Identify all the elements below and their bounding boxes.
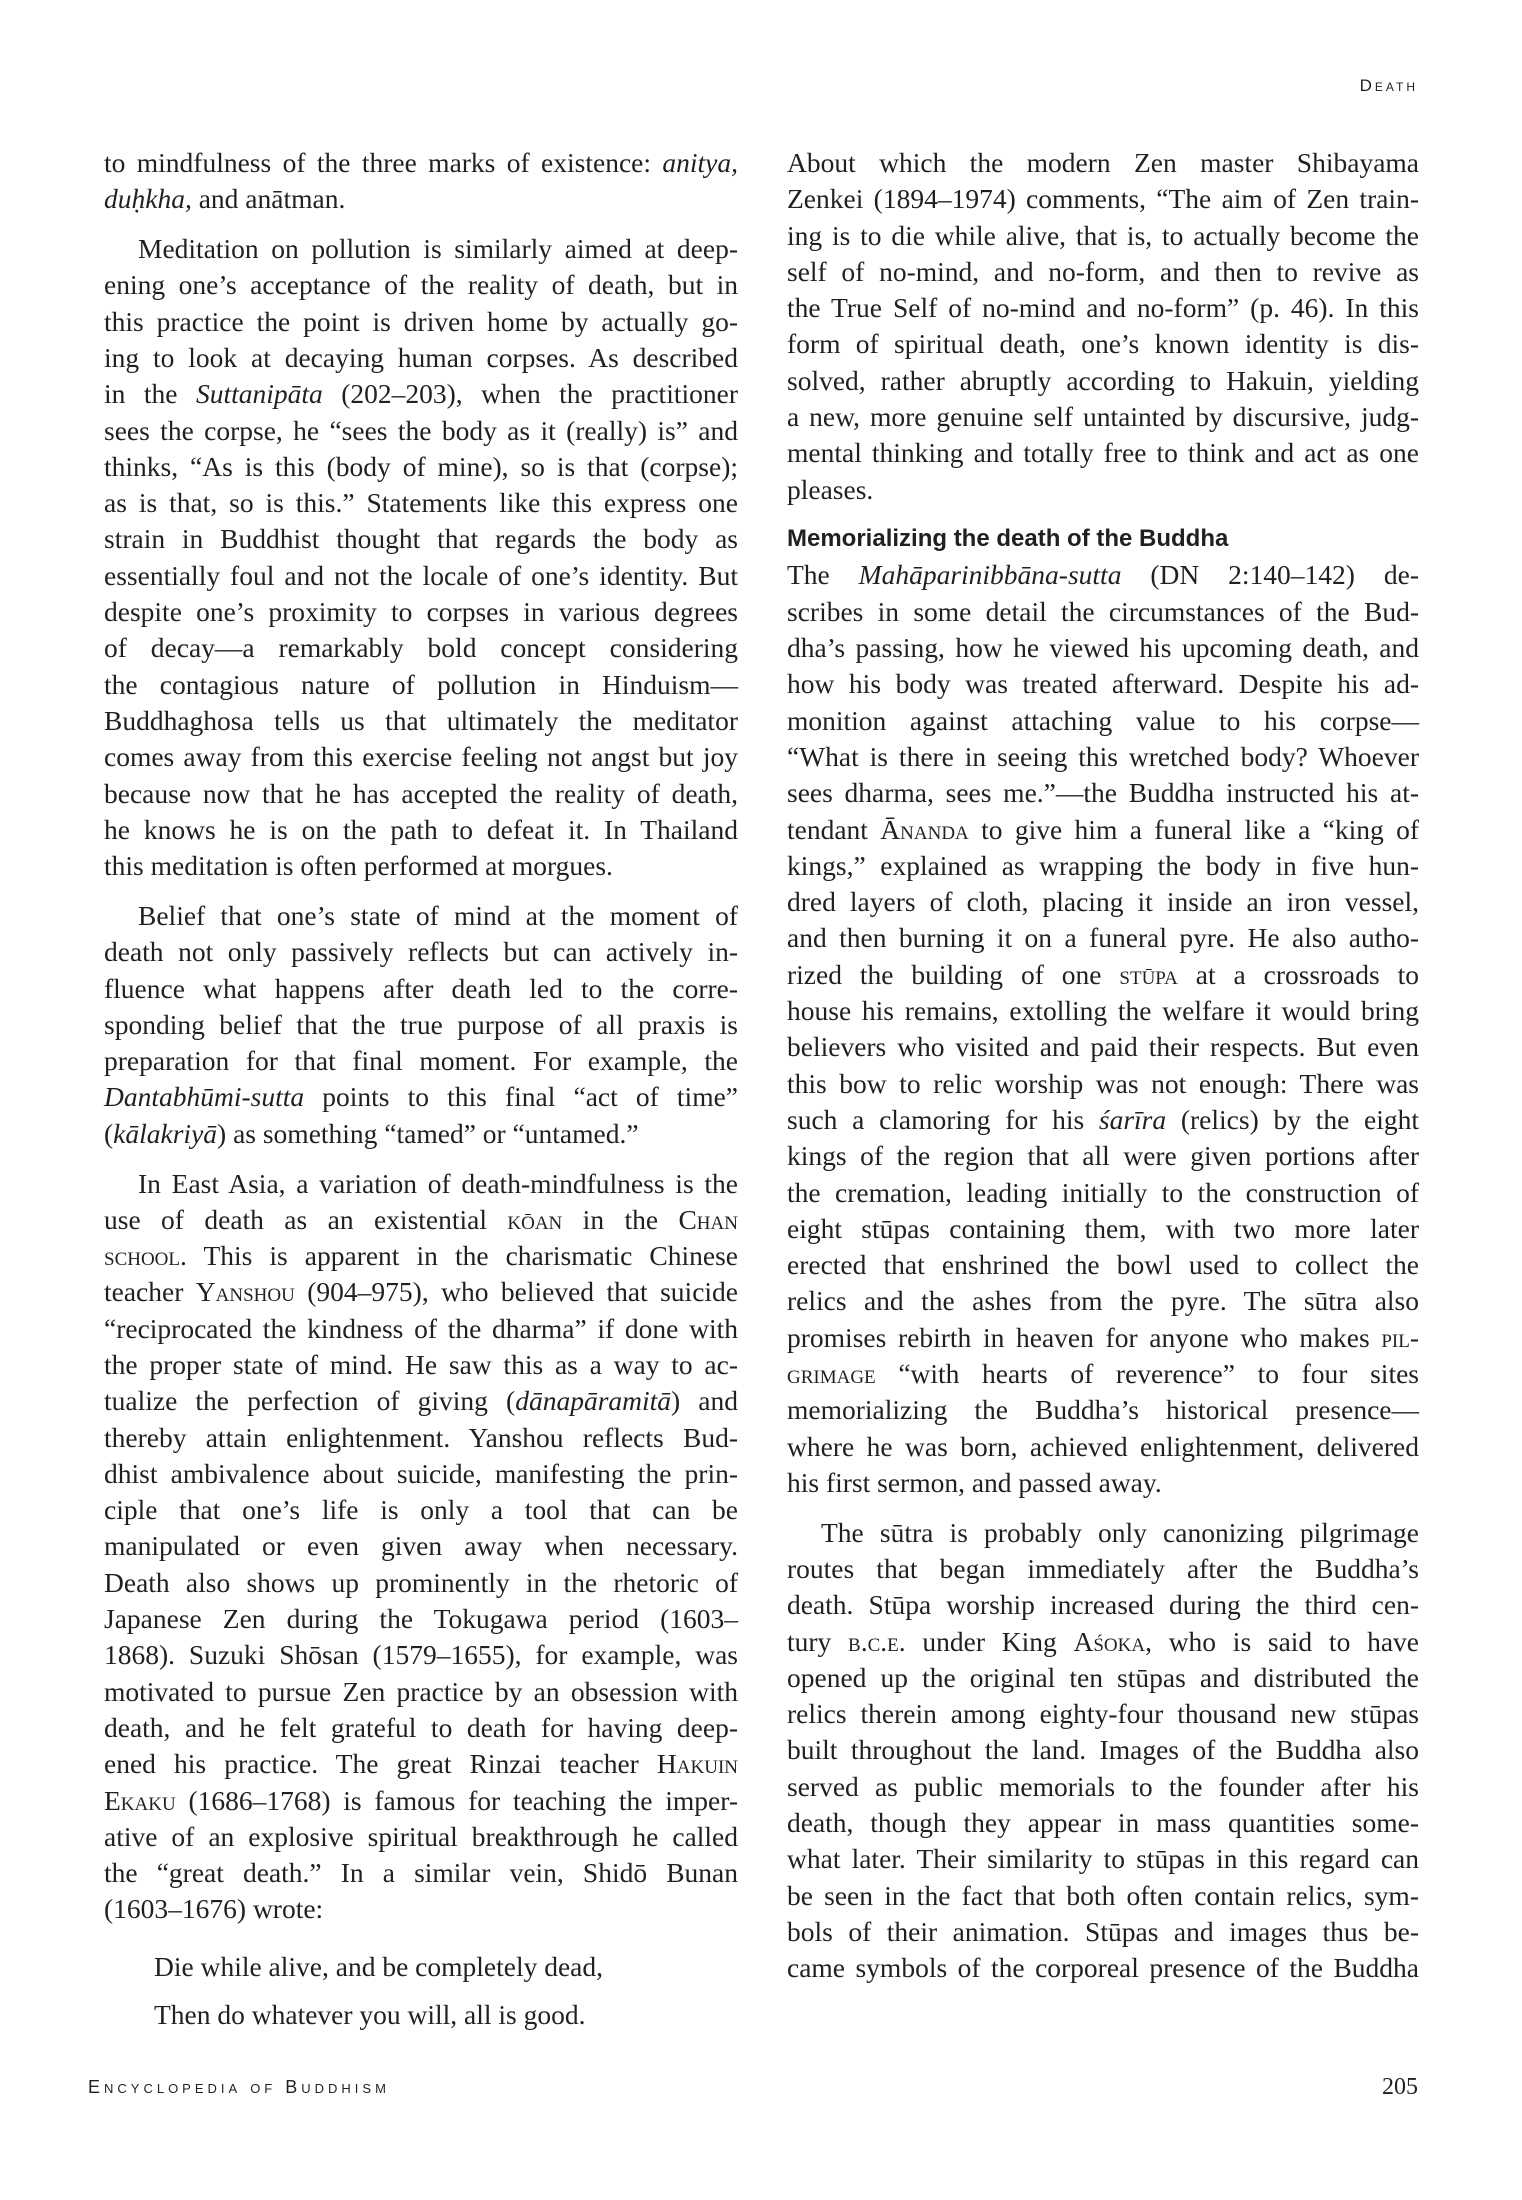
paragraph	[787, 557, 1419, 1501]
text-line: strain in Buddhist thought that regards the body as	[104, 523, 738, 555]
text-line: ing is to die while alive, that is, to actually become the	[787, 219, 1419, 251]
text-line: this practice the point is driven home by actually go-	[104, 305, 738, 337]
text-line: sees the corpse, he “sees the body as it (really) is” and	[104, 414, 738, 446]
text-line: duḥkha, and anātman.	[104, 183, 346, 215]
text-line: the True Self of no-mind and no-form” (p. 46). In this	[787, 292, 1419, 324]
text-line: kings,” explained as wrapping the body in five hun-	[787, 849, 1419, 881]
text-line: death, though they appear in mass quantities some-	[787, 1807, 1419, 1839]
text-line: ened his practice. The great Rinzai teacher Hakuin	[104, 1748, 738, 1780]
footer-book-title: Encyclopedia of Buddhism	[88, 2077, 390, 2097]
text-line: mental thinking and totally free to think and act as one	[787, 437, 1419, 469]
section-heading: Memorializing the death of the Buddha	[787, 525, 1229, 553]
text-line: came symbols of the corporeal presence of the Buddha	[787, 1952, 1419, 1984]
text-line: the contagious nature of pollution in Hinduism—	[104, 668, 738, 700]
page-number: 205	[1382, 2074, 1418, 2100]
text-line: ening one’s acceptance of the reality of death, but in	[104, 269, 738, 301]
text-line: Ekaku (1686–1768) is famous for teaching the imper-	[104, 1784, 738, 1816]
text-line: solved, rather abruptly according to Hakuin, yielding	[787, 364, 1419, 396]
text-line: bols of their animation. Stūpas and images thus be-	[787, 1915, 1419, 1947]
text-line: his first sermon, and passed away.	[787, 1466, 1162, 1498]
text-line: the “great death.” In a similar vein, Shidō Bunan	[104, 1857, 738, 1889]
text-line: of decay—a remarkably bold concept considering	[104, 632, 738, 664]
text-line: where he was born, achieved enlightenment, delivered	[787, 1430, 1419, 1462]
text-line: tualize the perfection of giving (dānapāramitā) and	[104, 1385, 738, 1417]
text-line: memorializing the Buddha’s historical presence—	[787, 1394, 1419, 1426]
text-line: self of no-mind, and no-form, and then to revive as	[787, 255, 1419, 287]
text-line: About which the modern Zen master Shibayama	[787, 147, 1419, 178]
text-line: “reciprocated the kindness of the dharma” if done with	[104, 1312, 738, 1344]
text-line: Belief that one’s state of mind at the moment of	[138, 899, 738, 931]
text-line: motivated to pursue Zen practice by an obsession with	[104, 1675, 738, 1707]
text-line: because now that he has accepted the reality of death,	[104, 777, 738, 809]
text-line: ative of an explosive spiritual breakthrough he called	[104, 1820, 738, 1852]
text-line: kings of the region that all were given portions after	[787, 1140, 1419, 1172]
text-line: such a clamoring for his śarīra (relics) by the eight	[787, 1103, 1419, 1135]
text-line: sees dharma, sees me.”—the Buddha instructed his at-	[787, 777, 1419, 809]
text-line: what later. Their similarity to stūpas in this regard can	[787, 1843, 1419, 1875]
text-line: relics therein among eighty-four thousand new stūpas	[787, 1698, 1419, 1730]
text-line: tury b.c.e. under King Aśoka, who is said to have	[787, 1625, 1419, 1657]
text-line: how his body was treated afterward. Despite his ad-	[787, 668, 1419, 700]
text-line: the proper state of mind. He saw this as a way to ac-	[104, 1349, 738, 1380]
text-line: In East Asia, a variation of death-mindfulness is the	[138, 1167, 738, 1199]
text-line: Japanese Zen during the Tokugawa period (1603–	[104, 1603, 738, 1635]
verse-line: Die while alive, and be completely dead,	[154, 1950, 603, 1982]
text-line: preparation for that final moment. For example, the	[104, 1045, 738, 1077]
text-line: as is that, so is this.” Statements like this express one	[104, 487, 738, 519]
text-line: opened up the original ten stūpas and distributed the	[787, 1661, 1419, 1693]
text-line: erected that enshrined the bowl used to collect the	[787, 1249, 1419, 1281]
text-line: death. Stūpa worship increased during the third cen-	[787, 1589, 1419, 1621]
text-line: despite one’s proximity to corpses in various degrees	[104, 596, 738, 628]
text-line: Meditation on pollution is similarly aimed at deep-	[138, 233, 738, 265]
text-line: Death also shows up prominently in the rhetoric of	[104, 1566, 738, 1598]
paragraph	[104, 231, 738, 884]
text-line: served as public memorials to the founder after his	[787, 1770, 1419, 1802]
text-line: dhist ambivalence about suicide, manifesting the prin-	[104, 1457, 738, 1489]
text-line: fluence what happens after death led to the corre-	[104, 972, 738, 1004]
left-column	[104, 145, 738, 2039]
text-line: to mindfulness of the three marks of existence: anitya,	[104, 147, 738, 178]
text-line: teacher Yanshou (904–975), who believed that suicide	[104, 1276, 738, 1308]
verse-quote	[104, 1943, 738, 2039]
text-line: Dantabhūmi-sutta points to this final “act of time”	[104, 1081, 738, 1113]
text-line: tendant Ānanda to give him a funeral like a “king of	[787, 813, 1419, 845]
text-line: form of spiritual death, one’s known identity is dis-	[787, 328, 1419, 360]
text-line: the cremation, leading initially to the construction of	[787, 1176, 1419, 1208]
text-line: routes that began immediately after the Buddha’s	[787, 1552, 1419, 1584]
text-line: “What is there in seeing this wretched body? Whoever	[787, 740, 1419, 772]
running-head: Death	[1359, 76, 1418, 95]
text-line: essentially foul and not the locale of one’s identity. But	[104, 559, 738, 591]
text-line: eight stūpas containing them, with two more later	[787, 1212, 1419, 1244]
text-line: be seen in the fact that both often contain relics, sym-	[787, 1879, 1419, 1911]
text-line: monition against attaching value to his corpse—	[787, 704, 1419, 736]
text-line: Zenkei (1894–1974) comments, “The aim of Zen train-	[787, 183, 1419, 215]
text-line: believers who visited and paid their respects. But even	[787, 1031, 1419, 1063]
text-line: (1603–1676) wrote:	[104, 1893, 324, 1925]
text-line: school. This is apparent in the charismatic Chinese	[104, 1240, 738, 1272]
text-line: pleases.	[787, 473, 874, 505]
paragraph	[787, 1515, 1419, 1987]
text-line: thereby attain enlightenment. Yanshou reflects Bud-	[104, 1421, 738, 1453]
text-line: thinks, “As is this (body of mine), so is that (corpse);	[104, 450, 738, 482]
text-line: (kālakriyā) as something “tamed” or “untamed.”	[104, 1117, 639, 1149]
text-line: this bow to relic worship was not enough: There was	[787, 1067, 1419, 1099]
text-line: dha’s passing, how he viewed his upcoming death, and	[787, 632, 1419, 664]
paragraph	[104, 145, 738, 218]
text-line: in the Suttanipāta (202–203), when the practitioner	[104, 378, 738, 410]
text-line: The Mahāparinibbāna-sutta (DN 2:140–142) de-	[787, 559, 1419, 591]
right-column	[787, 145, 1419, 2000]
text-line: dred layers of cloth, placing it inside an iron vessel,	[787, 886, 1419, 918]
text-line: use of death as an existential kōan in the Chan	[104, 1203, 738, 1235]
text-line: manipulated or even given away when necessary.	[104, 1530, 738, 1562]
text-line: scribes in some detail the circumstances of the Bud-	[787, 595, 1419, 627]
text-line: The sūtra is probably only canonizing pilgrimage	[821, 1516, 1419, 1548]
text-line: 1868). Suzuki Shōsan (1579–1655), for example, was	[104, 1639, 738, 1671]
verse-line: Then do whatever you will, all is good.	[154, 1998, 586, 2030]
text-line: death, and he felt grateful to death for having deep-	[104, 1711, 738, 1743]
text-line: built throughout the land. Images of the Buddha also	[787, 1734, 1419, 1766]
text-line: relics and the ashes from the pyre. The sūtra also	[787, 1285, 1419, 1317]
text-line: comes away from this exercise feeling not angst but joy	[104, 741, 738, 773]
text-line: rized the building of one stūpa at a crossroads to	[787, 958, 1420, 990]
text-line: sponding belief that the true purpose of all praxis is	[104, 1008, 738, 1040]
text-line: death not only passively reflects but can actively in-	[104, 936, 738, 968]
text-line: a new, more genuine self untainted by discursive, judg-	[787, 401, 1419, 433]
text-line: this meditation is often performed at morgues.	[104, 850, 613, 882]
text-line: he knows he is on the path to defeat it. In Thailand	[104, 813, 738, 845]
paragraph	[787, 145, 1419, 508]
paragraph	[104, 1166, 738, 1928]
text-line: and then burning it on a funeral pyre. He also autho-	[787, 922, 1419, 954]
text-line: promises rebirth in heaven for anyone who makes pil-	[787, 1321, 1419, 1353]
paragraph	[104, 898, 738, 1152]
text-line: grimage “with hearts of reverence” to four sites	[787, 1358, 1419, 1389]
text-line: house his remains, extolling the welfare it would bring	[787, 995, 1419, 1027]
text-line: ing to look at decaying human corpses. As described	[104, 341, 738, 373]
text-line: ciple that one’s life is only a tool that can be	[104, 1494, 738, 1526]
text-line: Buddhaghosa tells us that ultimately the meditator	[104, 704, 738, 736]
